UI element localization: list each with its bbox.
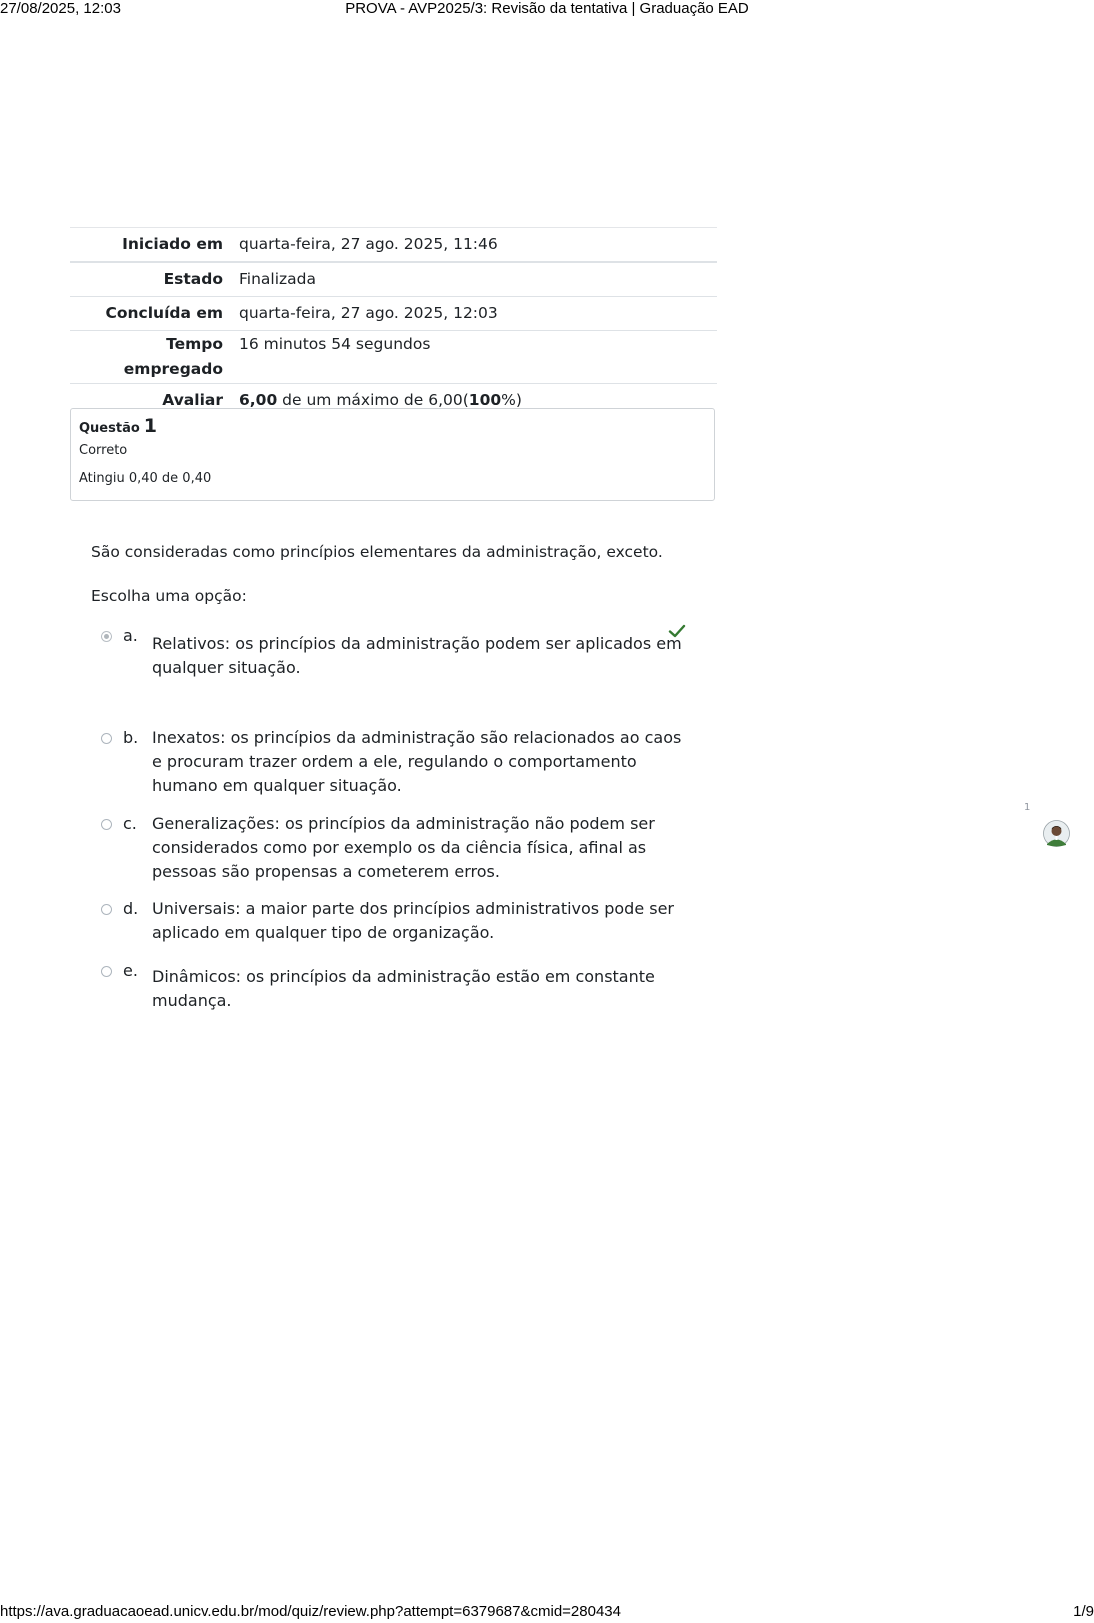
option-letter: e. [123, 961, 138, 980]
question-state: Correto [79, 443, 128, 458]
print-page-title: PROVA - AVP2025/3: Revisão da tentativa | Graduação EAD [345, 0, 749, 17]
print-footer [0, 1603, 1094, 1621]
option-text: Relativos: os princípios da administração podem ser aplicados em qualquer situação. [152, 634, 682, 677]
attempt-summary-table [70, 227, 717, 417]
print-url: https://ava.graduacaoead.unicv.edu.br/mod/quiz/review.php?attempt=6379687&cmid=280434 [0, 1603, 621, 1620]
grade-score: 6,00 [239, 391, 278, 409]
question-number [79, 415, 706, 437]
question-info [70, 408, 715, 501]
completed-value: quarta-feira, 27 ago. 2025, 12:03 [239, 304, 498, 322]
option-text: Generalizações: os princípios da administração não podem ser considerados como por exemplo os da ciência física, afinal as pessoas são propensas a cometerem erros. [152, 814, 655, 881]
grade-percent: 100 [468, 391, 502, 409]
print-datetime: 27/08/2025, 12:03 [0, 0, 121, 17]
question-label: Questão [79, 421, 140, 436]
option-letter: d. [123, 899, 139, 918]
radio-option-b[interactable] [101, 733, 112, 744]
question-grade: Atingiu 0,40 de 0,40 [79, 471, 212, 486]
grade-end: %) [501, 391, 522, 409]
option-text: Dinâmicos: os princípios da administração estão em constante mudança. [152, 967, 655, 1010]
check-icon [668, 623, 686, 639]
option-letter: c. [123, 814, 137, 833]
grade-label: Avaliar [162, 391, 223, 409]
radio-option-c[interactable] [101, 819, 112, 830]
started-value: quarta-feira, 27 ago. 2025, 11:46 [239, 235, 498, 253]
question-text: São consideradas como princípios elementares da administração, exceto. [91, 543, 663, 561]
sidebar-count: 1 [1024, 802, 1031, 813]
time-label-line2: empregado [123, 360, 223, 378]
time-label [70, 331, 239, 384]
time-value: 16 minutos 54 segundos [239, 335, 431, 353]
print-header [0, 0, 1094, 18]
state-label: Estado [163, 270, 223, 288]
state-value: Finalizada [239, 270, 317, 288]
time-label-line1: Tempo [166, 335, 223, 353]
radio-option-d[interactable] [101, 904, 112, 915]
print-page-number: 1/9 [1073, 1603, 1094, 1620]
option-letter: b. [123, 728, 139, 747]
option-text: Universais: a maior parte dos princípios administrativos pode ser aplicado em qualquer tipo de organização. [152, 899, 675, 942]
avatar[interactable] [1043, 820, 1070, 847]
question-formulation [91, 540, 701, 618]
started-label: Iniciado em [122, 235, 223, 253]
option-letter: a. [123, 626, 138, 645]
radio-option-e[interactable] [101, 966, 112, 977]
option-text: Inexatos: os princípios da administração são relacionados ao caos e procuram trazer ordem a ele, regulando o comportamento humano em qualquer situação. [152, 728, 682, 795]
completed-label: Concluída em [105, 304, 223, 322]
question-number-value: 1 [143, 415, 158, 437]
radio-option-a[interactable] [101, 631, 112, 642]
answer-prompt: Escolha uma opção: [91, 587, 247, 605]
grade-max: de um máximo de 6,00( [277, 391, 469, 409]
